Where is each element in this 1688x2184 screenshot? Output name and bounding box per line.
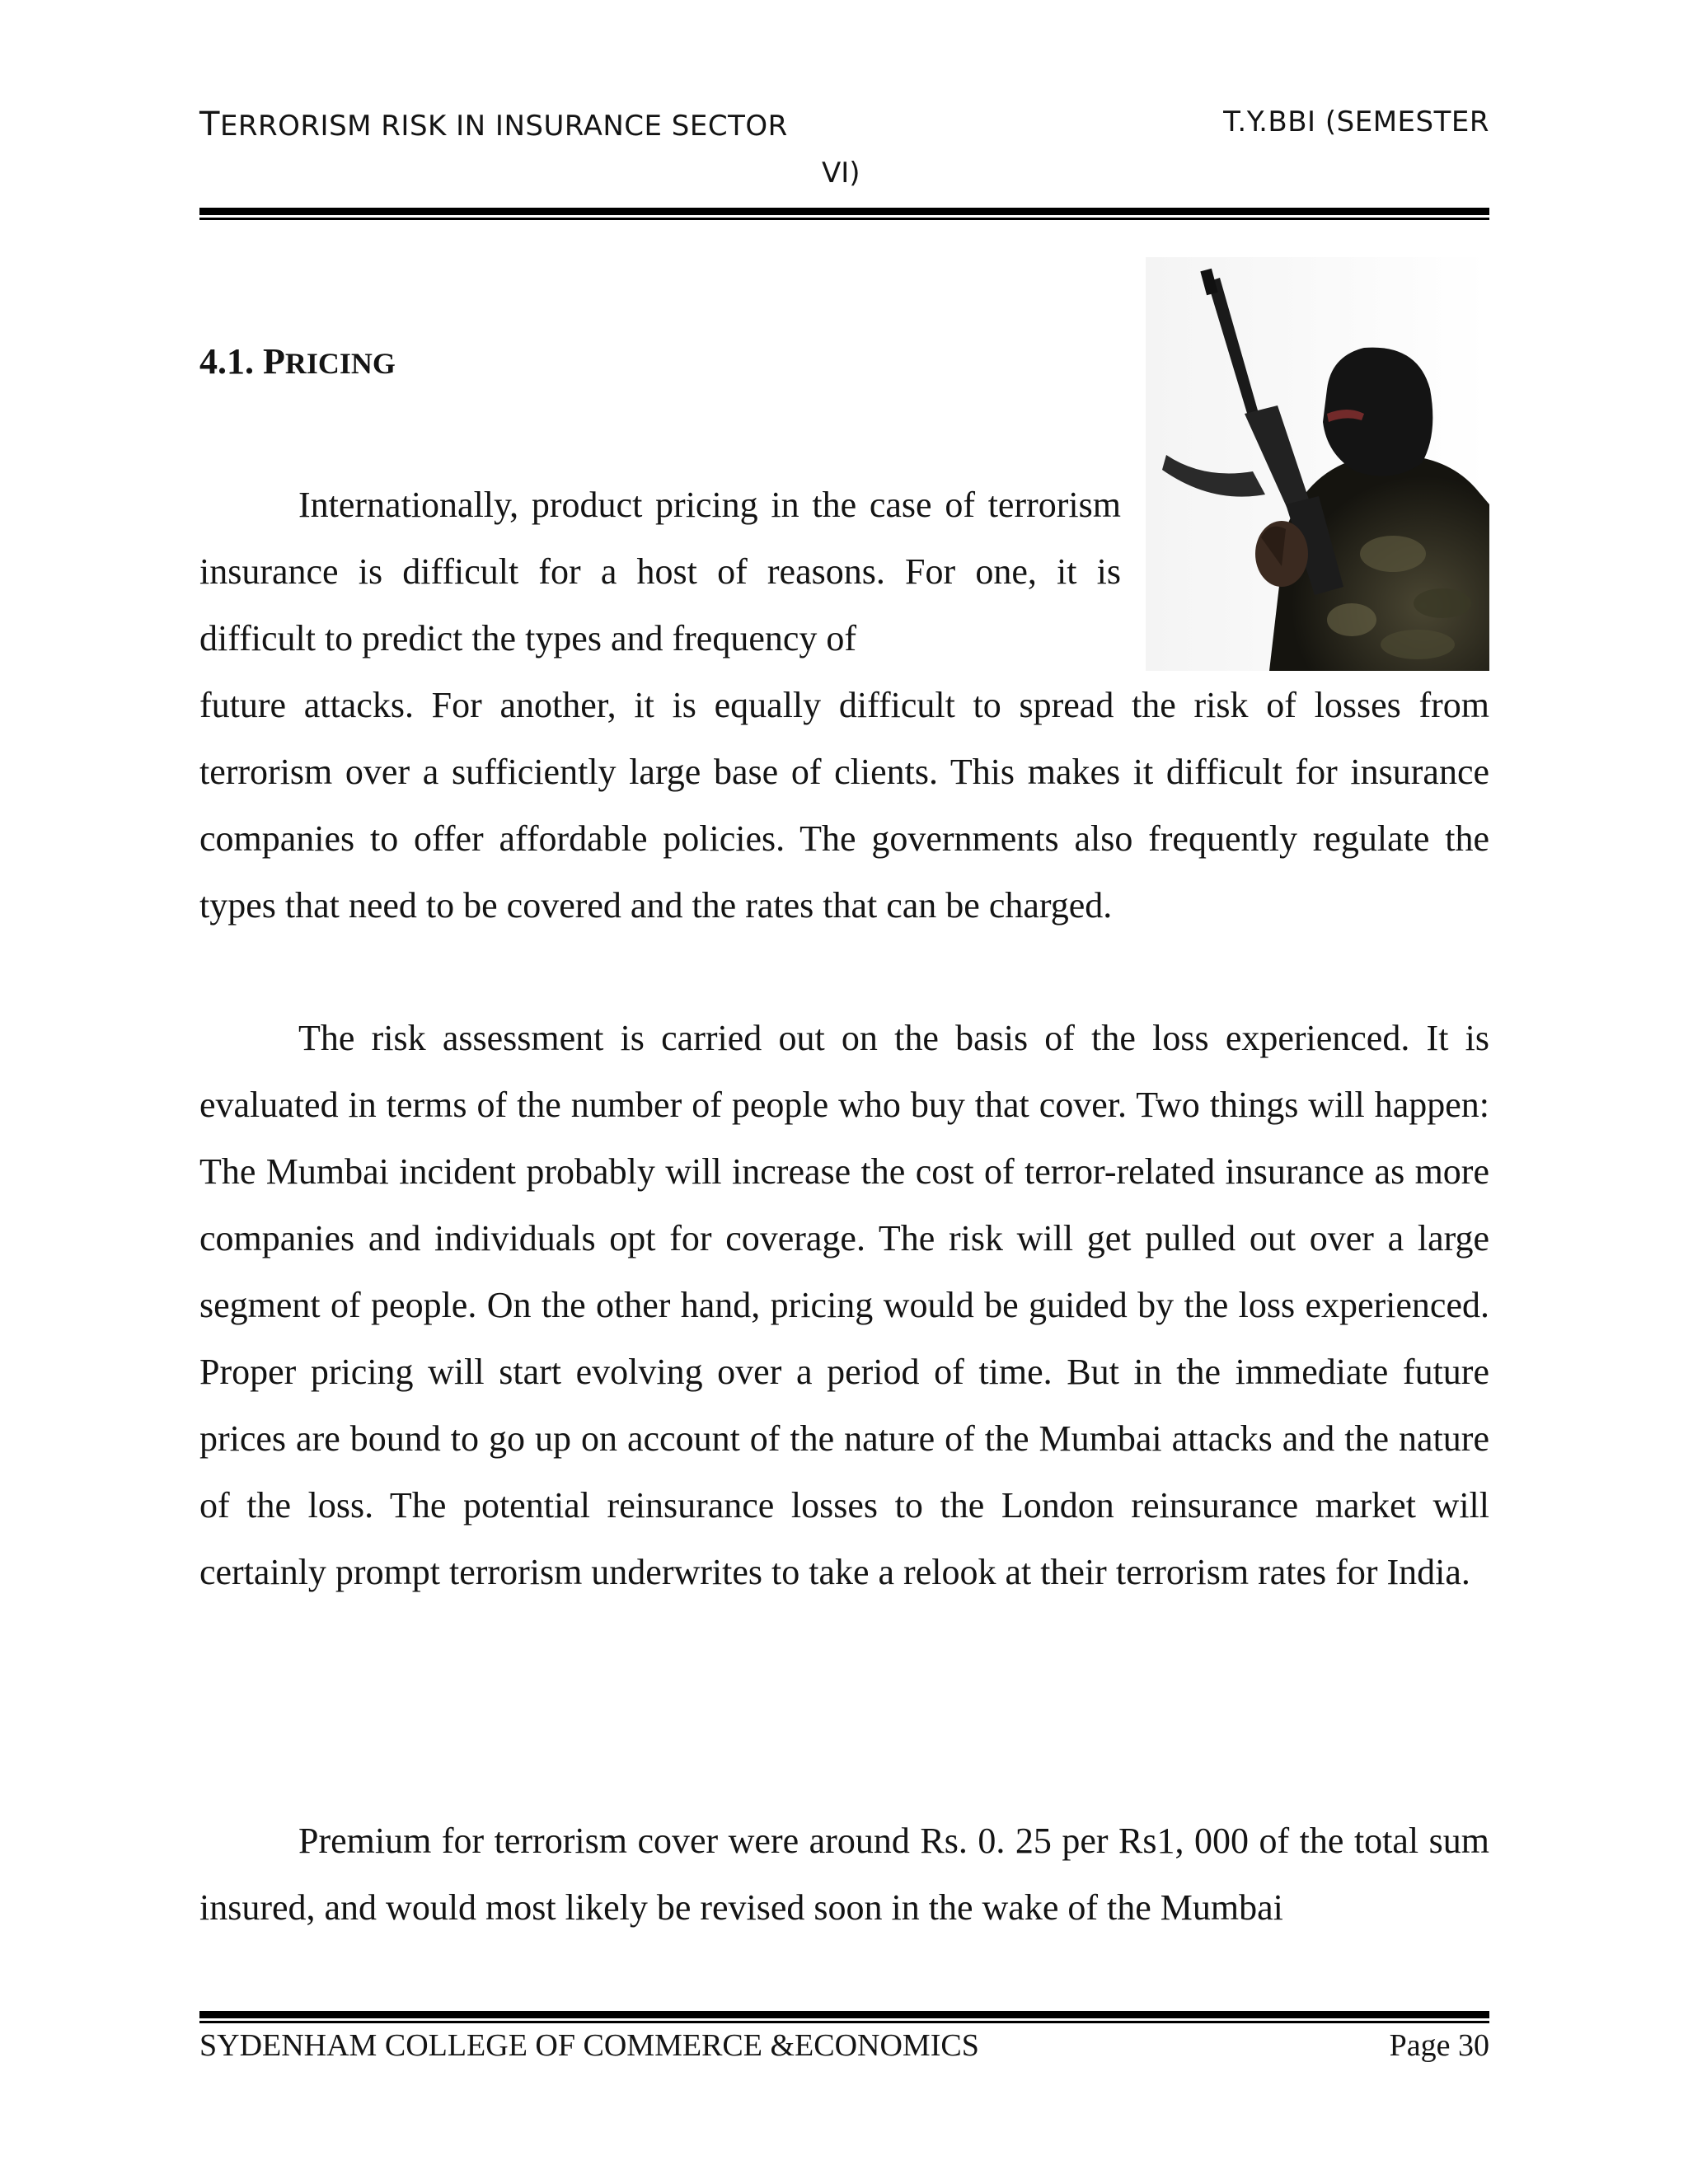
- terrorist-photo: [1146, 257, 1489, 671]
- paragraph-3-text: Premium for terrorism cover were around Rs. 0. 25 per Rs1, 000 of the total sum insured, and would most likely be revised soon in the wake of the Mumbai: [199, 1821, 1489, 1928]
- header-rule-thick: [199, 208, 1489, 215]
- document-title-rest: ERRORISM RISK IN INSURANCE SECTOR: [219, 110, 788, 143]
- paragraph-1-part-1: [199, 471, 1121, 672]
- document-title: [199, 105, 788, 143]
- paragraph-3: [199, 1807, 1489, 1941]
- section-heading: [199, 340, 396, 382]
- section-title-rest: RICING: [284, 347, 396, 380]
- footer-rule-thin: [199, 2021, 1489, 2023]
- paragraph-2-text: The risk assessment is carried out on the basis of the loss experienced. It is evaluated in terms of the number of people who buy that cover. Two things will happen: The Mumbai incident probably will increase the cost of terror-related insurance as more companies and individuals opt for coverage. The risk will get pulled out over a large segment of people. On the other hand, pricing would be guided by the loss experienced. Proper pricing will start evolving over a period of time. But in the immediate future prices are bound to go up on account of the nature of the Mumbai attacks and the nature of the loss. The potential reinsurance losses to the London reinsurance market will certainly prompt terrorism underwrites to take a relook at their terrorism rates for India.: [199, 1018, 1489, 1592]
- section-title-initial: P: [263, 341, 285, 382]
- header-rule-thin: [199, 218, 1489, 220]
- page-number: Page 30: [1389, 2028, 1489, 2063]
- section-number: 4.1.: [199, 341, 263, 382]
- paragraph-1-part-2: future attacks. For another, it is equally difficult to spread the risk of losses from terrorism over a sufficiently large base of clients. This makes it difficult for insurance companies to offer affordable policies. The governments also frequently regulate the types that need to be covered and the rates that can be charged.: [199, 685, 1489, 926]
- college-name: SYDENHAM COLLEGE OF COMMERCE &ECONOMICS: [199, 2028, 979, 2063]
- paragraph-1-part-1-text: Internationally, product pricing in the case of terrorism insurance is difficult for a host of reasons. For one, it is difficult to predict the types and frequency of: [199, 485, 1121, 658]
- paragraph-2: [199, 1005, 1489, 1605]
- course-label-continued: VI): [822, 157, 860, 190]
- armed-masked-figure-icon: [1146, 257, 1489, 671]
- page-header: [199, 105, 1489, 213]
- footer-rule-thick: [199, 2011, 1489, 2018]
- course-label: T.Y.BBI (SEMESTER: [1223, 105, 1489, 138]
- document-title-initial: T: [199, 105, 220, 143]
